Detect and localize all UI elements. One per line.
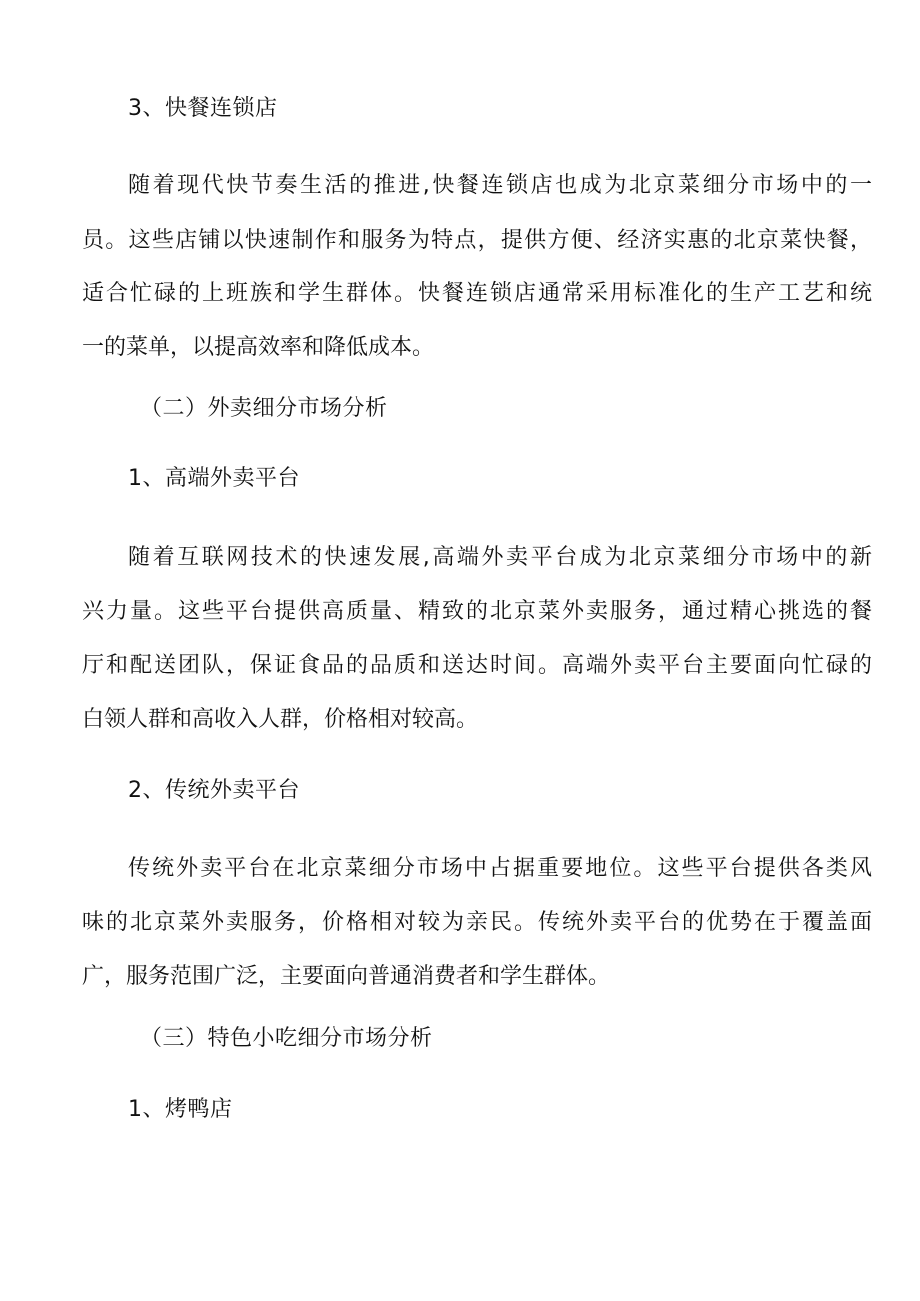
paragraph-line: 白领人群和高收入人群，价格相对较高。 <box>82 707 479 732</box>
subsection-heading-roast-duck: 1、烤鸭店 <box>128 1097 233 1122</box>
paragraph-line: 一的菜单，以提高效率和降低成本。 <box>82 335 435 360</box>
paragraph-line: 适合忙碌的上班族和学生群体。快餐连锁店通常采用标准化的生产工艺和统 <box>82 281 872 306</box>
section-heading-fast-food-chain: 3、快餐连锁店 <box>128 96 278 121</box>
paragraph-line: 味的北京菜外卖服务，价格相对较为亲民。传统外卖平台的优势在于覆盖面 <box>82 910 872 935</box>
paragraph-line: 随着互联网技术的快速发展,高端外卖平台成为北京菜细分市场中的新 <box>128 545 872 570</box>
paragraph-line: 厅和配送团队，保证食品的品质和送达时间。高端外卖平台主要面向忙碌的 <box>82 653 872 678</box>
paragraph-line: 兴力量。这些平台提供高质量、精致的北京菜外卖服务，通过精心挑选的餐 <box>82 599 872 624</box>
subsection-heading-traditional-delivery: 2、传统外卖平台 <box>128 778 300 803</box>
paragraph-line: 广，服务范围广泛，主要面向普通消费者和学生群体。 <box>82 964 611 989</box>
paragraph-line: 员。这些店铺以快速制作和服务为特点，提供方便、经济实惠的北京菜快餐， <box>82 228 872 253</box>
section-heading-delivery-market: （二）外卖细分市场分析 <box>140 396 388 421</box>
subsection-heading-high-end-delivery: 1、高端外卖平台 <box>128 466 300 491</box>
section-heading-snack-market: （三）特色小吃细分市场分析 <box>140 1026 433 1051</box>
paragraph-line: 传统外卖平台在北京菜细分市场中占据重要地位。这些平台提供各类风 <box>128 856 872 881</box>
paragraph-line: 随着现代快节奏生活的推进,快餐连锁店也成为北京菜细分市场中的一 <box>128 173 872 198</box>
